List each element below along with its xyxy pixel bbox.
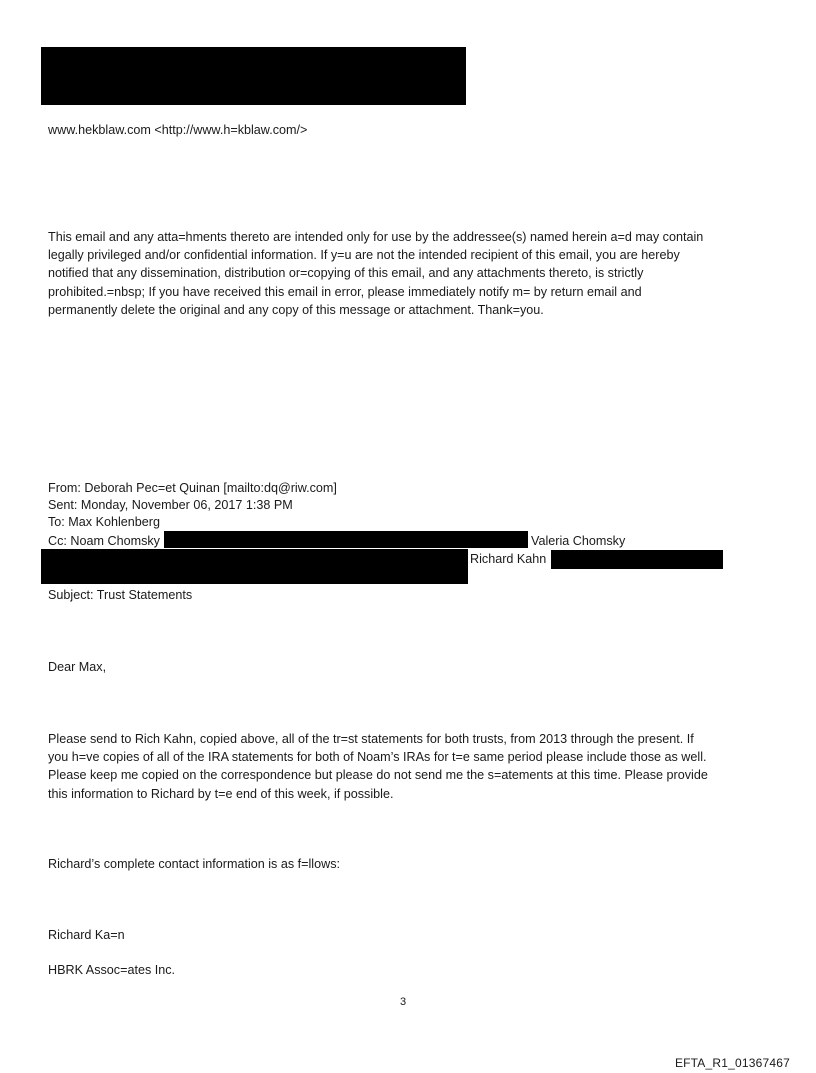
disclaimer-line: notified that any dissemination, distribution or=copying of this email, and any attachments thereto, is strictly <box>48 266 644 281</box>
redaction-block-cc-3 <box>551 550 723 569</box>
body-line: Please send to Rich Kahn, copied above, all of the tr=st statements for both trusts, from 2013 through the present. If <box>48 732 694 746</box>
contact-intro: Richard’s complete contact information is as f=llows: <box>48 857 340 871</box>
confidentiality-disclaimer <box>48 228 768 319</box>
body-line: you h=ve copies of all of the IRA statements for both of Noam’s IRAs for t=e same period please include those as well. <box>48 750 707 765</box>
body-line: this information to Richard by t=e end of this week, if possible. <box>48 786 394 801</box>
email-cc-second: Valeria Chomsky <box>531 534 626 548</box>
website-line: www.hekblaw.com <http://www.h=kblaw.com/> <box>48 123 308 137</box>
email-from: From: Deborah Pec=et Quinan [mailto:dq@riw.com] <box>48 481 337 495</box>
disclaimer-line: legally privileged and/or confidential information. If y=u are not the intended recipient of this email, you are hereby <box>48 248 680 263</box>
redaction-block-cc-2 <box>41 549 468 584</box>
contact-name: Richard Ka=n <box>48 928 125 942</box>
bates-number: EFTA_R1_01367467 <box>674 1056 790 1070</box>
disclaimer-line: prohibited.=nbsp; If you have received this email in error, please immediately notify m= by return email and <box>48 284 642 299</box>
email-cc: Cc: Noam Chomsky <box>48 534 160 548</box>
contact-company: HBRK Assoc=ates Inc. <box>48 963 176 977</box>
redaction-block-cc-1 <box>164 531 528 548</box>
body-line: Please keep me copied on the correspondence but please do not send me the s=atements at this time. Please provide <box>48 768 708 783</box>
email-to: To: Max Kohlenberg <box>48 515 161 529</box>
disclaimer-line: This email and any atta=hments thereto are intended only for use by the addressee(s) named herein a=d may contain <box>48 230 704 244</box>
email-cc-third: Richard Kahn <box>470 552 547 566</box>
email-greeting: Dear Max, <box>48 660 107 674</box>
email-sent: Sent: Monday, November 06, 2017 1:38 PM <box>48 498 293 512</box>
redaction-block-header <box>41 47 466 105</box>
disclaimer-line: permanently delete the original and any copy of this message or attachment. Thank=you. <box>48 302 544 317</box>
page-number: 3 <box>400 996 407 1008</box>
email-body-paragraph <box>48 730 768 803</box>
email-subject: Subject: Trust Statements <box>48 588 193 602</box>
